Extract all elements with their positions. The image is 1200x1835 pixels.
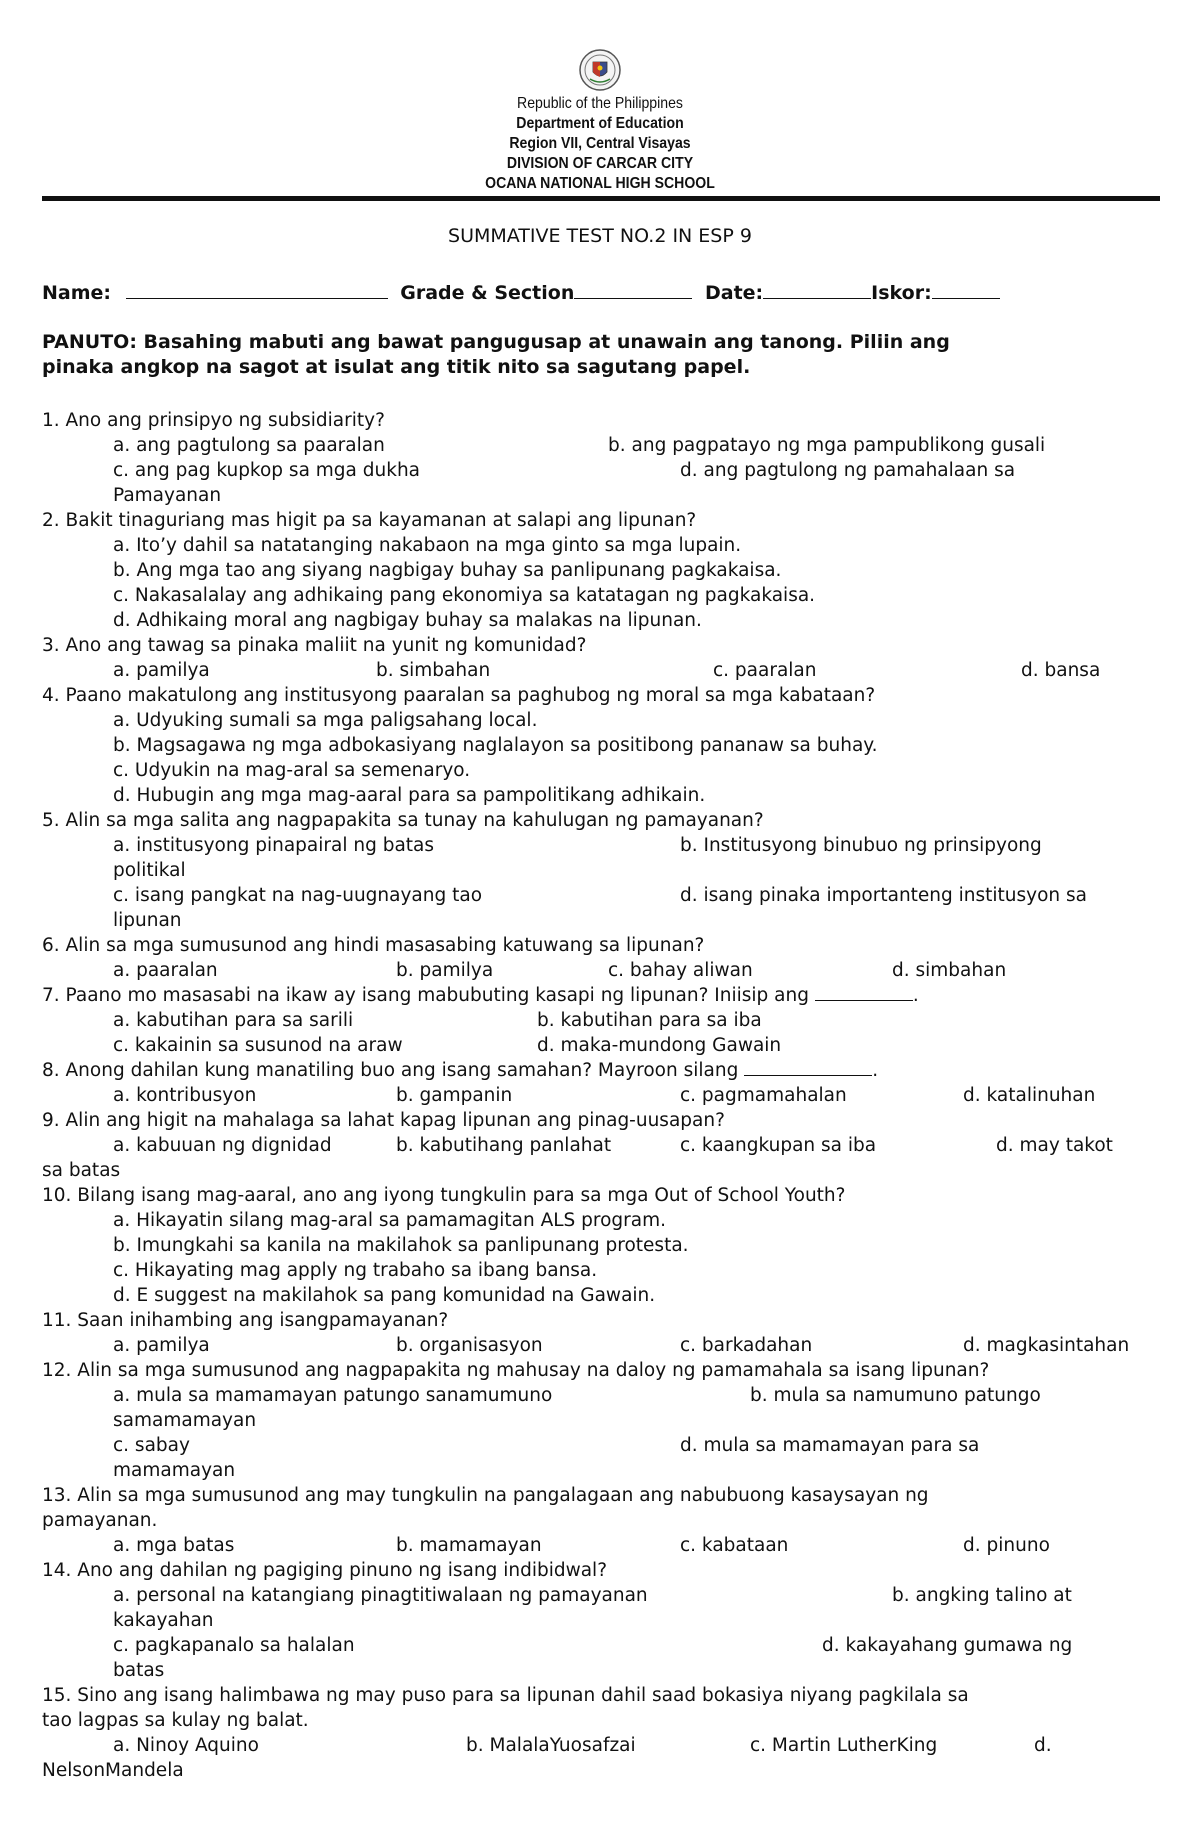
question-14: 14. Ano ang dahilan ng pagiging pinuno ng isang indibidwal?	[42, 1560, 608, 1581]
q5-option-d: d. isang pinaka importanteng institusyon sa	[680, 885, 1088, 906]
q10-option-d: d. E suggest na makilahok sa pang komunidad na Gawain.	[113, 1285, 656, 1306]
score-label: Iskor:	[871, 282, 932, 304]
q12-option-d: d. mula sa mamamayan para sa	[680, 1435, 980, 1456]
deped-seal-icon	[578, 48, 622, 92]
q9-option-d-cont: sa batas	[42, 1160, 121, 1181]
header-division: DIVISION OF CARCAR CITY	[506, 155, 694, 172]
header-divider	[42, 196, 1160, 201]
q9-option-a: a. kabuuan ng dignidad	[113, 1135, 332, 1156]
header-region: Region VII, Central Visayas	[509, 135, 691, 152]
q1-option-d-cont: Pamayanan	[113, 485, 222, 506]
q15-option-b: b. MalalaYuosafzai	[466, 1735, 636, 1756]
q1-option-d: d. ang pagtulong ng pamahalaan sa	[680, 460, 1016, 481]
q5-option-a: a. institusyong pinapairal ng batas	[113, 835, 435, 856]
name-label: Name:	[42, 282, 112, 304]
header-republic: Republic of the Philippines	[517, 95, 683, 112]
q10-option-b: b. Imungkahi sa kanila na makilahok sa panlipunang protesta.	[113, 1235, 689, 1256]
instructions	[42, 330, 1162, 380]
q2-option-b: b. Ang mga tao ang siyang nagbigay buhay sa panlipunang pagkakaisa.	[113, 560, 782, 581]
question-13: 13. Alin sa mga sumusunod ang may tungkulin na pangalagaan ang nabubuong kasaysayan ng	[42, 1485, 929, 1506]
name-blank	[126, 280, 388, 299]
q5-option-b-cont: politikal	[113, 860, 186, 881]
header-school: OCANA NATIONAL HIGH SCHOOL	[485, 175, 715, 192]
question-15: 15. Sino ang isang halimbawa ng may puso para sa lipunan dahil saad bokasiya niyang pagkilala sa	[42, 1685, 969, 1706]
grade-section-label: Grade & Section	[400, 282, 575, 304]
q8-answer-blank	[744, 1059, 872, 1076]
q2-option-a: a. Ito’y dahil sa natatanging nakabaon na mga ginto sa mga lupain.	[113, 535, 742, 556]
q8-option-a: a. kontribusyon	[113, 1085, 257, 1106]
q12-option-a: a. mula sa mamamayan patungo sanamumuno	[113, 1385, 553, 1406]
q15-option-a: a. Ninoy Aquino	[113, 1735, 259, 1756]
q8-option-b: b. gampanin	[396, 1085, 513, 1106]
q10-option-a: a. Hikayatin silang mag-aral sa pamamagitan ALS program.	[113, 1210, 667, 1231]
q9-option-b: b. kabutihang panlahat	[396, 1135, 612, 1156]
q2-option-d: d. Adhikaing moral ang nagbigay buhay sa malakas na lipunan.	[113, 610, 702, 631]
q4-option-b: b. Magsagawa ng mga adbokasiyang naglalayon sa positibong pananaw sa buhay.	[113, 735, 878, 756]
q4-option-c: c. Udyukin na mag-aral sa semenaryo.	[113, 760, 471, 781]
header-department: Department of Education	[516, 115, 684, 132]
q14-option-d: d. kakayahang gumawa ng	[822, 1635, 1073, 1656]
q15-option-d-cont: NelsonMandela	[42, 1760, 184, 1781]
instructions-line-1: PANUTO: Basahing mabuti ang bawat pangugusap at unawain ang tanong. Piliin ang	[42, 331, 950, 353]
question-13-cont: pamayanan.	[42, 1510, 158, 1531]
q7-answer-blank	[815, 984, 913, 1001]
q5-option-d-cont: lipunan	[113, 910, 182, 931]
q6-option-d: d. simbahan	[892, 960, 1007, 981]
q3-option-a: a. pamilya	[113, 660, 210, 681]
question-11: 11. Saan inihambing ang isangpamayanan?	[42, 1310, 449, 1331]
question-15-cont: tao lagpas sa kulay ng balat.	[42, 1710, 309, 1731]
q13-option-d: d. pinuno	[963, 1535, 1050, 1556]
q8-option-c: c. pagmamahalan	[680, 1085, 847, 1106]
question-2: 2. Bakit tinaguriang mas higit pa sa kayamanan at salapi ang lipunan?	[42, 510, 697, 531]
q12-option-b-cont: samamamayan	[113, 1410, 257, 1431]
q1-option-a: a. ang pagtulong sa paaralan	[113, 435, 385, 456]
q10-option-c: c. Hikayating mag apply ng trabaho sa ibang bansa.	[113, 1260, 598, 1281]
q12-option-c: c. sabay	[113, 1435, 190, 1456]
question-3: 3. Ano ang tawag sa pinaka maliit na yunit ng komunidad?	[42, 635, 587, 656]
q5-option-b: b. Institusyong binubuo ng prinsipyong	[680, 835, 1042, 856]
q7-option-a: a. kabutihan para sa sarili	[113, 1010, 354, 1031]
question-8-text: 8. Anong dahilan kung manatiling buo ang isang samahan? Mayroon silang	[42, 1060, 739, 1081]
q14-option-c: c. pagkapanalo sa halalan	[113, 1635, 355, 1656]
q4-option-d: d. Hubugin ang mga mag-aaral para sa pampolitikang adhikain.	[113, 785, 706, 806]
q15-option-d: d.	[1034, 1735, 1052, 1756]
q12-option-d-cont: mamamayan	[113, 1460, 236, 1481]
q13-option-c: c. kabataan	[680, 1535, 789, 1556]
q14-option-a: a. personal na katangiang pinagtitiwalaan ng pamayanan	[113, 1585, 648, 1606]
question-8: 8. Anong dahilan kung manatiling buo ang isang samahan? Mayroon silang .	[42, 1060, 879, 1081]
question-4: 4. Paano makatulong ang institusyong paaralan sa paghubog ng moral sa mga kabataan?	[42, 685, 876, 706]
question-10: 10. Bilang isang mag-aaral, ano ang iyong tungkulin para sa mga Out of School Youth?	[42, 1185, 846, 1206]
q6-option-b: b. pamilya	[396, 960, 494, 981]
student-info-line	[42, 280, 1000, 304]
q1-option-b: b. ang pagpatayo ng mga pampublikong gusali	[608, 435, 1046, 456]
q11-option-c: c. barkadahan	[680, 1335, 813, 1356]
question-5: 5. Alin sa mga salita ang nagpapakita sa tunay na kahulugan ng pamayanan?	[42, 810, 764, 831]
q2-option-c: c. Nakasalalay ang adhikaing pang ekonomiya sa katatagan ng pagkakaisa.	[113, 585, 816, 606]
q3-option-b: b. simbahan	[376, 660, 491, 681]
q13-option-a: a. mga batas	[113, 1535, 235, 1556]
question-1: 1. Ano ang prinsipyo ng subsidiarity?	[42, 410, 385, 431]
question-12: 12. Alin sa mga sumusunod ang nagpapakita ng mahusay na daloy ng pamamahala sa isang lipunan?	[42, 1360, 990, 1381]
q13-option-b: b. mamamayan	[396, 1535, 542, 1556]
q6-option-c: c. bahay aliwan	[608, 960, 753, 981]
q11-option-d: d. magkasintahan	[963, 1335, 1130, 1356]
q14-option-d-cont: batas	[113, 1660, 165, 1681]
q6-option-a: a. paaralan	[113, 960, 218, 981]
q7-option-d: d. maka-mundong Gawain	[537, 1035, 782, 1056]
score-blank	[932, 280, 1000, 299]
q12-option-b: b. mula sa namumuno patungo	[750, 1385, 1041, 1406]
q5-option-c: c. isang pangkat na nag-uugnayang tao	[113, 885, 483, 906]
q11-option-a: a. pamilya	[113, 1335, 210, 1356]
q1-option-c: c. ang pag kupkop sa mga dukha	[113, 460, 421, 481]
q8-option-d: d. katalinuhan	[963, 1085, 1096, 1106]
date-blank	[763, 280, 871, 299]
page-title: SUMMATIVE TEST NO.2 IN ESP 9	[448, 225, 752, 247]
q14-option-b-cont: kakayahan	[113, 1610, 214, 1631]
q7-option-b: b. kabutihan para sa iba	[537, 1010, 762, 1031]
q4-option-a: a. Udyuking sumali sa mga paligsahang local.	[113, 710, 538, 731]
date-label: Date:	[704, 282, 764, 304]
instructions-line-2: pinaka angkop na sagot at isulat ang titik nito sa sagutang papel.	[42, 356, 751, 378]
q3-option-d: d. bansa	[1021, 660, 1101, 681]
q3-option-c: c. paaralan	[713, 660, 817, 681]
question-7: 7. Paano mo masasabi na ikaw ay isang mabubuting kasapi ng lipunan? Iniisip ang .	[42, 985, 919, 1006]
grade-section-blank	[574, 280, 692, 299]
question-9: 9. Alin ang higit na mahalaga sa lahat kapag lipunan ang pinag-uusapan?	[42, 1110, 725, 1131]
q11-option-b: b. organisasyon	[396, 1335, 543, 1356]
question-7-text: 7. Paano mo masasabi na ikaw ay isang mabubuting kasapi ng lipunan? Iniisip ang	[42, 985, 809, 1006]
q9-option-c: c. kaangkupan sa iba	[680, 1135, 877, 1156]
q9-option-d: d. may takot	[996, 1135, 1113, 1156]
q7-option-c: c. kakainin sa susunod na araw	[113, 1035, 403, 1056]
q14-option-b: b. angking talino at	[892, 1585, 1072, 1606]
q15-option-c: c. Martin LutherKing	[750, 1735, 938, 1756]
question-6: 6. Alin sa mga sumusunod ang hindi masasabing katuwang sa lipunan?	[42, 935, 705, 956]
